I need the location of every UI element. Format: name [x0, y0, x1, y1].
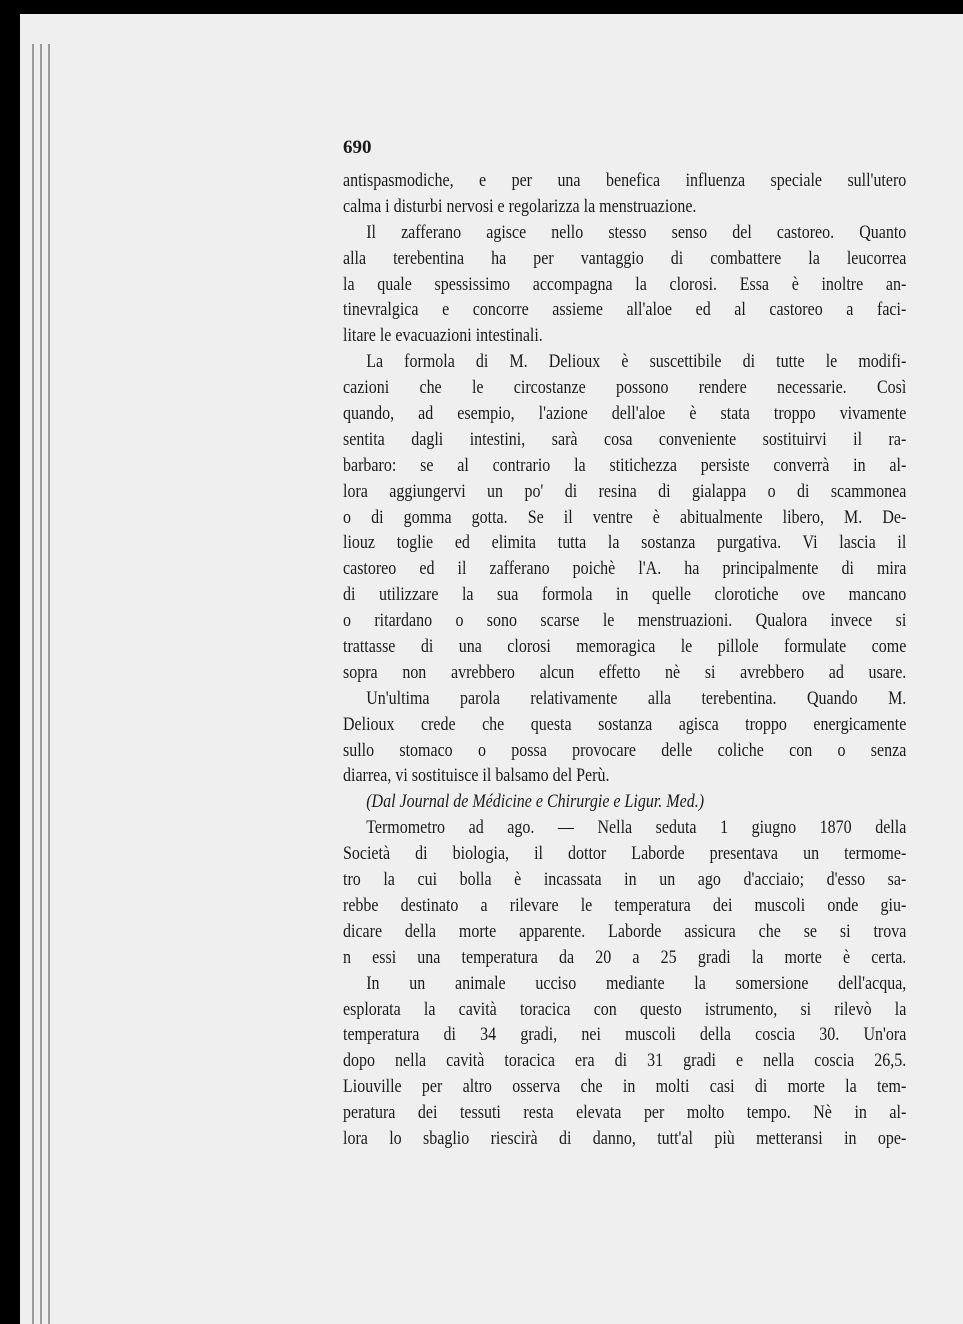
text-line: o ritardano o sono scarse le menstruazioni. Qualora invece si: [343, 610, 907, 632]
text-line: tinevralgica e concorre assieme all'aloe ed al castoreo a faci-: [343, 299, 907, 321]
text-line: Delioux crede che questa sostanza agisca troppo energicamente: [343, 713, 907, 735]
text-line: o di gomma gotta. Se il ventre è abitualmente libero, M. De-: [343, 506, 907, 528]
text-line: lora lo sbaglio riescirà di danno, tutt'al più metteransi in ope-: [343, 1127, 907, 1149]
text-line: liouz toglie ed elimita tutta la sostanza purgativa. Vi lascia il: [343, 532, 907, 554]
text-line: alla terebentina ha per vantaggio di combattere la leucorrea: [343, 247, 907, 269]
text-line: Società di biologia, il dottor Laborde presentava un termome-: [343, 843, 907, 865]
text-line: cazioni che le circostanze possono rendere necessarie. Così: [343, 377, 907, 399]
text-line: La formola di M. Delioux è suscettibile di tutte le modifi-: [366, 351, 907, 373]
text-line: di utilizzare la sua formola in quelle clorotiche ove mancano: [343, 584, 907, 606]
page-edge: [32, 44, 34, 1324]
text-line: dicare della morte apparente. Laborde assicura che se si trova: [343, 920, 907, 942]
text-line: tro la cui bolla è incassata in un ago d'acciaio; d'esso sa-: [343, 869, 907, 891]
page-number: 690: [343, 137, 372, 158]
text-line: rebbe destinato a rilevare le temperatura dei muscoli onde giu-: [343, 894, 907, 916]
text-line: calma i disturbi nervosi e regolarizza la menstruazione.: [343, 195, 697, 217]
text-line: temperatura di 34 gradi, nei muscoli della coscia 30. Un'ora: [343, 1024, 907, 1046]
text-line: esplorata la cavità toracica con questo istrumento, si rilevò la: [343, 998, 907, 1020]
text-line: (Dal Journal de Médicine e Chirurgie e Ligur. Med.): [366, 791, 705, 813]
text-line: antispasmodiche, e per una benefica influenza speciale sull'utero: [343, 170, 907, 191]
text-line: Termometro ad ago. — Nella seduta 1 giugno 1870 della: [366, 817, 907, 839]
page-edge: [40, 44, 42, 1324]
text-line: Il zafferano agisce nello stesso senso del castoreo. Quanto: [366, 221, 907, 243]
text-line: Liouville per altro osserva che in molti casi di morte la tem-: [343, 1076, 907, 1098]
text-line: quando, ad esempio, l'azione dell'aloe è stata troppo vivamente: [343, 403, 907, 425]
text-line: dopo nella cavità toracica era di 31 gradi e nella coscia 26,5.: [343, 1050, 907, 1072]
text-line: sullo stomaco o possa provocare delle coliche con o senza: [343, 739, 907, 761]
text-line: litare le evacuazioni intestinali.: [343, 325, 543, 347]
body-text: [343, 168, 906, 1152]
text-line: sentita dagli intestini, sarà cosa conveniente sostituirvi il ra-: [343, 428, 907, 450]
text-line: Un'ultima parola relativamente alla terebentina. Quando M.: [366, 687, 907, 709]
text-line: castoreo ed il zafferano poichè l'A. ha principalmente di mira: [343, 558, 907, 580]
text-line: barbaro: se al contrario la stitichezza persiste converrà in al-: [343, 454, 907, 476]
text-line: sopra non avrebbero alcun effetto nè si avrebbero ad usare.: [343, 661, 907, 683]
text-line: In un animale ucciso mediante la somersione dell'acqua,: [366, 972, 907, 994]
text-line: la quale spessissimo accompagna la clorosi. Essa è inoltre an-: [343, 273, 907, 295]
text-line: diarrea, vi sostituisce il balsamo del Perù.: [343, 765, 610, 787]
page-edge: [48, 44, 50, 1324]
text-line: n essi una temperatura da 20 a 25 gradi la morte è certa.: [343, 946, 907, 968]
text-line: lora aggiungervi un po' di resina di gialappa o di scammonea: [343, 480, 907, 502]
text-line: trattasse di una clorosi memoragica le pillole formulate come: [343, 636, 907, 658]
text-line: peratura dei tessuti resta elevata per molto tempo. Nè in al-: [343, 1102, 907, 1124]
